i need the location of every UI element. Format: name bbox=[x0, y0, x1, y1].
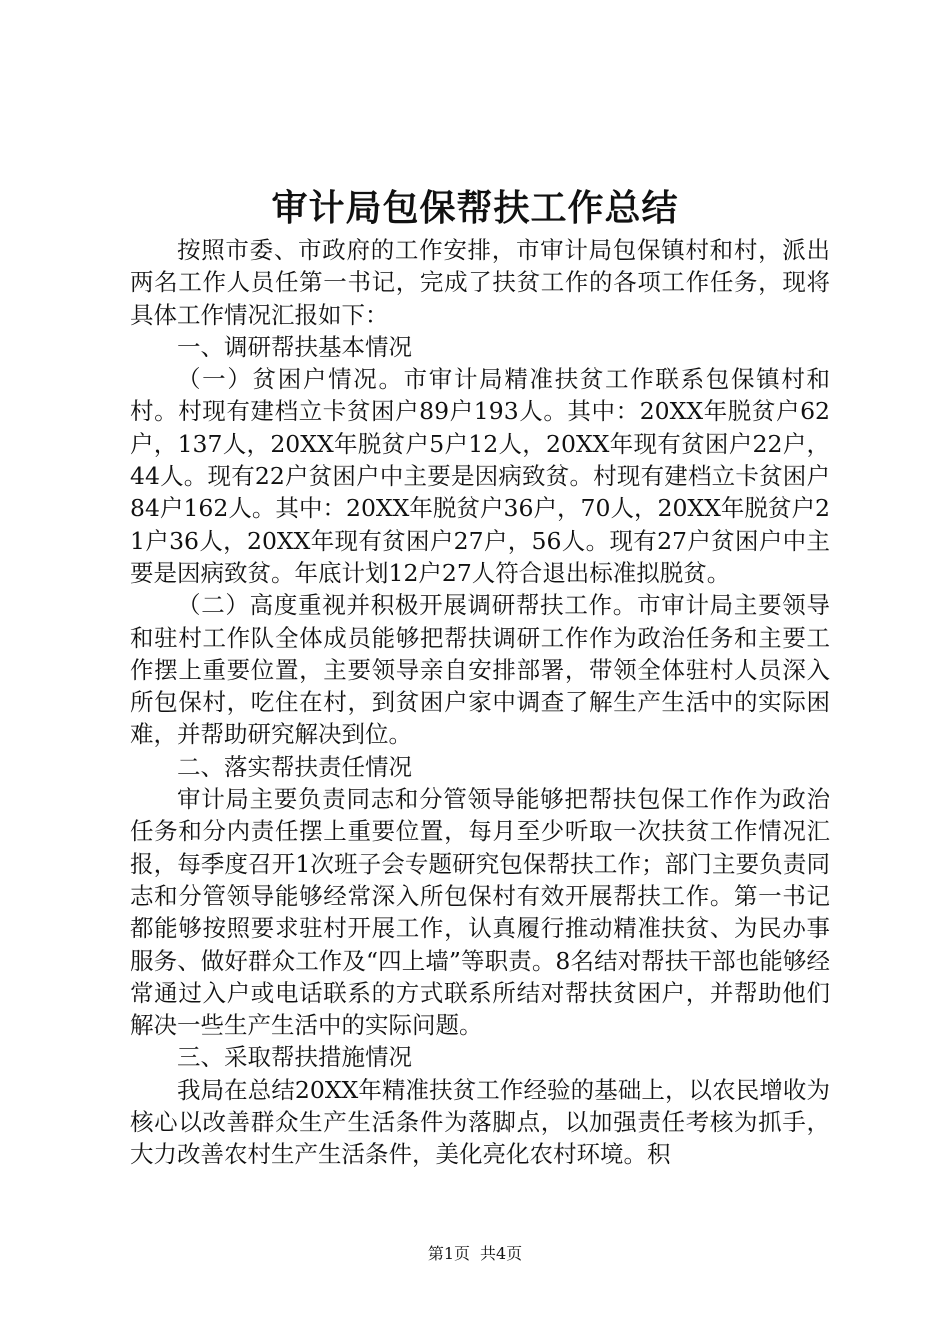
paragraph-measures: 我局在总结20XX年精准扶贫工作经验的基础上，以农民增收为核心以改善群众生产生活条件为落脚点，以加强责任考核为抓手，大力改善农村生产生活条件，美化亮化农村环境。积 bbox=[130, 1075, 830, 1169]
paragraph-poverty-households: （一）贫困户情况。市审计局精准扶贫工作联系包保镇村和村。村现有建档立卡贫困户89户193人。其中：20XX年脱贫户62户，137人，20XX年脱贫户5户12人，20XX年现有贫困户22户，44人。现有22户贫困户中主要是因病致贫。村现有建档立卡贫困户84户162人。其中：20XX年脱贫户36户，70人，20XX年脱贫户21户36人，20XX年现有贫困户27户，56人。现有27户贫困户中主要是因病致贫。年底计划12户27人符合退出标准拟脱贫。 bbox=[130, 365, 830, 587]
page-footer bbox=[0, 1242, 950, 1266]
section-heading-2: 二、落实帮扶责任情况 bbox=[177, 752, 412, 781]
document-title: 审计局包保帮扶工作总结 bbox=[271, 187, 679, 229]
paragraph-intro: 按照市委、市政府的工作安排，市审计局包保镇村和村，派出两名工作人员任第一书记，完成了扶贫工作的各项工作任务，现将具体工作情况汇报如下： bbox=[130, 236, 830, 329]
page-number: 第1页 bbox=[427, 1244, 470, 1263]
paragraph-responsibility: 审计局主要负责同志和分管领导能够把帮扶包保工作作为政治任务和分内责任摆上重要位置，每月至少听取一次扶贫工作情况汇报，每季度召开1次班子会专题研究包保帮扶工作；部门主要负责同志和分管领导能够经常深入所包保村有效开展帮扶工作。第一书记都能够按照要求驻村开展工作，认真履行推动精准扶贫、为民办事服务、做好群众工作及“四上墙”等职责。8名结对帮扶干部也能够经常通过入户或电话联系的方式联系所结对帮扶贫困户，并帮助他们解决一些生产生活中的实际问题。 bbox=[130, 785, 830, 1040]
document-body bbox=[130, 234, 830, 1171]
section-heading-1: 一、调研帮扶基本情况 bbox=[177, 332, 412, 361]
page-total: 共4页 bbox=[480, 1244, 523, 1263]
section-heading-3: 三、采取帮扶措施情况 bbox=[177, 1043, 412, 1072]
paragraph-research-work: （二）高度重视并积极开展调研帮扶工作。市审计局主要领导和驻村工作队全体成员能够把帮扶调研工作作为政治任务和主要工作摆上重要位置，主要领导亲自安排部署，带领全体驻村人员深入所包保村，吃住在村，到贫困户家中调查了解生产生活中的实际困难，并帮助研究解决到位。 bbox=[130, 591, 830, 749]
